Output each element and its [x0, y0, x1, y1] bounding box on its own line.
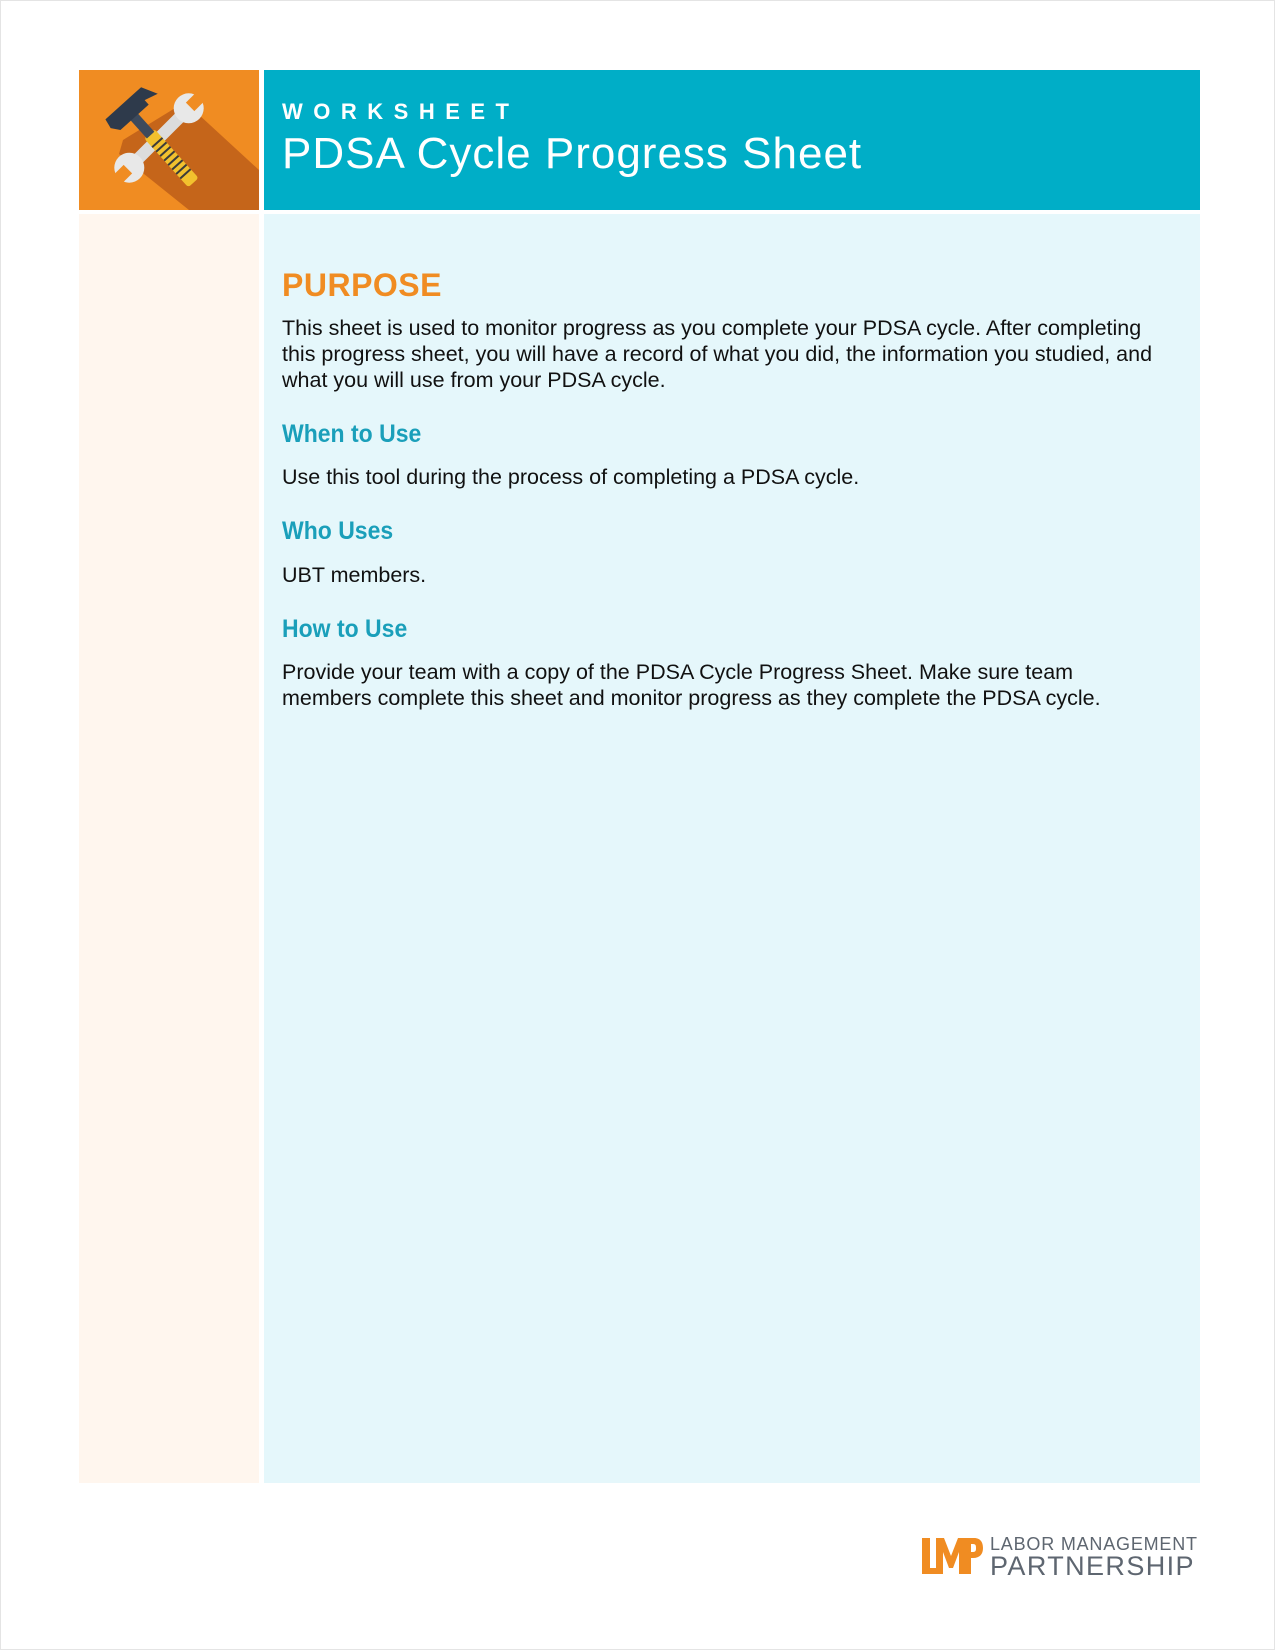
header-bar: [264, 70, 1200, 210]
who-uses-heading: Who Uses: [282, 517, 394, 546]
tools-icon: [79, 70, 259, 210]
document-kicker: WORKSHEET: [282, 99, 520, 124]
page-title: PDSA Cycle Progress Sheet: [282, 129, 863, 178]
tools-icon-box: [79, 70, 259, 210]
content-body: [282, 269, 1162, 711]
logo-text-line-1: LABOR MANAGEMENT: [990, 1534, 1198, 1554]
who-uses-text: UBT members.: [282, 562, 427, 587]
left-sidebar-panel: [79, 214, 259, 1483]
purpose-heading: PURPOSE: [282, 267, 442, 303]
how-to-use-text: Provide your team with a copy of the PDSA Cycle Progress Sheet. Make sure team members complete this sheet and monitor progress as they complete the PDSA cycle.: [282, 660, 1101, 711]
how-to-use-heading: How to Use: [282, 614, 408, 643]
lmp-logo-mark: [920, 1536, 984, 1576]
when-to-use-text: Use this tool during the process of completing a PDSA cycle.: [282, 465, 860, 490]
logo-text-line-2: PARTNERSHIP: [990, 1551, 1195, 1581]
purpose-text: This sheet is used to monitor progress as you complete your PDSA cycle. After completing this progress sheet, you will have a record of what you did, the information you studied, and what you will use from your PDSA cycle.: [282, 315, 1153, 392]
when-to-use-heading: When to Use: [282, 419, 422, 448]
lmp-logo: [920, 1533, 1202, 1579]
main-content-panel: [264, 214, 1200, 1483]
